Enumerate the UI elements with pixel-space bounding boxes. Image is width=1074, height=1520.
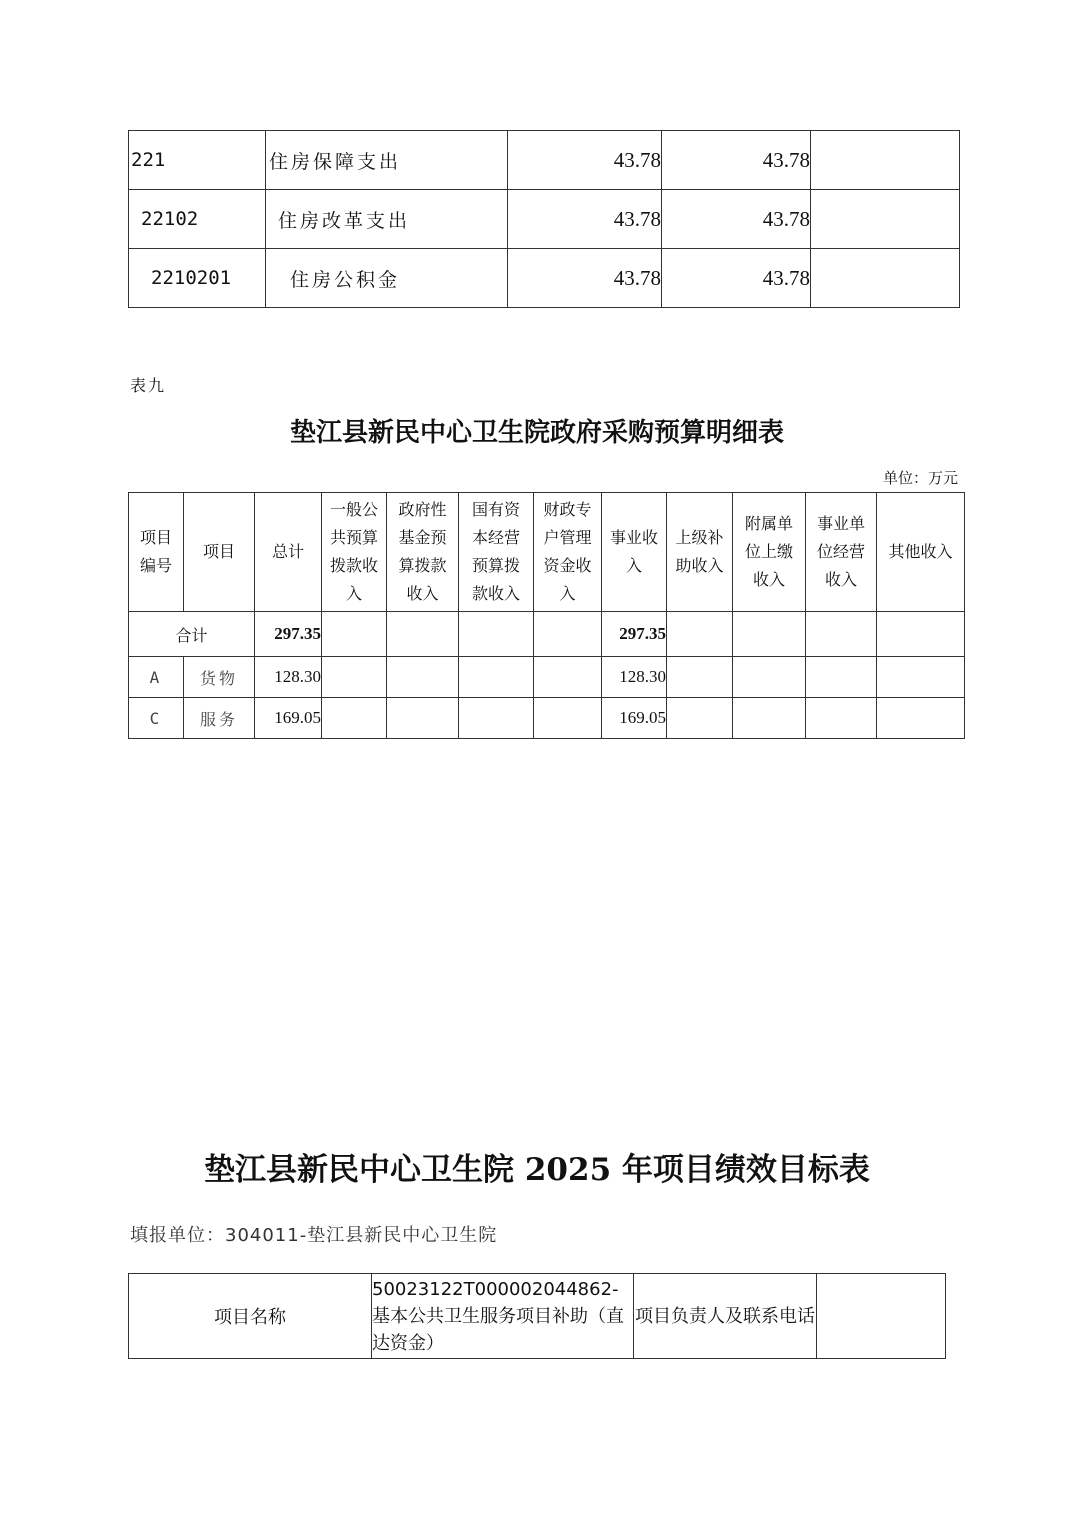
project-name-value: 50023122T000002044862-基本公共卫生服务项目补助（直达资金） bbox=[372, 1274, 634, 1359]
header-text: 事业收入 bbox=[609, 528, 658, 575]
table-row bbox=[129, 1274, 946, 1359]
code-text: 2210201 bbox=[151, 267, 232, 289]
empty-cell bbox=[459, 698, 534, 739]
header-cell bbox=[459, 493, 534, 612]
header-text: 项目编号 bbox=[139, 528, 172, 575]
table-row bbox=[129, 190, 960, 249]
empty-cell bbox=[733, 698, 806, 739]
header-text: 政府性基金预算拨款收入 bbox=[398, 500, 447, 603]
empty-cell bbox=[459, 657, 534, 698]
header-text: 国有资本经营预算拨款收入 bbox=[471, 500, 520, 603]
item-sum: 128.30 bbox=[255, 657, 322, 698]
total-label: 合计 bbox=[129, 612, 255, 657]
header-cell: 项目 bbox=[184, 493, 255, 612]
code-cell bbox=[129, 249, 266, 308]
performance-title: 垫江县新民中心卫生院 2025 年项目绩效目标表 bbox=[204, 1152, 870, 1188]
header-text: 附属单位上缴收入 bbox=[744, 514, 793, 589]
item-code: A bbox=[129, 657, 184, 698]
value-cell: 43.78 bbox=[508, 249, 662, 308]
item-business: 128.30 bbox=[602, 657, 667, 698]
code-cell bbox=[129, 190, 266, 249]
header-row bbox=[129, 493, 965, 612]
project-name-label: 项目名称 bbox=[129, 1274, 372, 1359]
header-cell bbox=[602, 493, 667, 612]
name-cell bbox=[266, 249, 508, 308]
total-cell bbox=[733, 612, 806, 657]
header-text: 上级补助收入 bbox=[675, 528, 724, 575]
empty-cell bbox=[534, 657, 602, 698]
empty-cell bbox=[877, 698, 965, 739]
empty-cell bbox=[811, 131, 960, 190]
table-row bbox=[129, 657, 965, 698]
header-cell: 其他收入 bbox=[877, 493, 965, 612]
table-label: 表九 bbox=[130, 376, 167, 395]
header-cell bbox=[322, 493, 387, 612]
empty-cell bbox=[733, 657, 806, 698]
empty-cell bbox=[387, 657, 459, 698]
procurement-title: 垫江县新民中心卫生院政府采购预算明细表 bbox=[289, 418, 784, 448]
header-cell bbox=[534, 493, 602, 612]
header-text: 一般公共预算拨款收入 bbox=[329, 500, 378, 603]
item-business: 169.05 bbox=[602, 698, 667, 739]
name-text: 住房保障支出 bbox=[269, 150, 402, 173]
empty-cell bbox=[322, 698, 387, 739]
header-cell bbox=[387, 493, 459, 612]
fill-unit: 填报单位：304011-垫江县新民中心卫生院 bbox=[130, 1225, 498, 1246]
total-sum: 297.35 bbox=[255, 612, 322, 657]
total-cell bbox=[387, 612, 459, 657]
name-cell bbox=[266, 190, 508, 249]
expense-table bbox=[128, 130, 960, 308]
empty-cell bbox=[667, 657, 733, 698]
item-sum: 169.05 bbox=[255, 698, 322, 739]
table-row bbox=[129, 698, 965, 739]
empty-cell bbox=[387, 698, 459, 739]
table-row bbox=[129, 249, 960, 308]
contact-label: 项目负责人及联系电话 bbox=[634, 1274, 817, 1359]
contact-value bbox=[817, 1274, 946, 1359]
empty-cell bbox=[667, 698, 733, 739]
empty-cell bbox=[534, 698, 602, 739]
unit-label: 单位：万元 bbox=[882, 469, 958, 487]
header-text: 事业单位经营收入 bbox=[816, 514, 865, 589]
table-row bbox=[129, 131, 960, 190]
total-cell bbox=[459, 612, 534, 657]
item-code: C bbox=[129, 698, 184, 739]
name-cell bbox=[266, 131, 508, 190]
item-name: 货物 bbox=[184, 657, 255, 698]
empty-cell bbox=[811, 249, 960, 308]
header-text: 财政专户管理资金收入 bbox=[543, 500, 592, 603]
header-cell bbox=[733, 493, 806, 612]
code-text: 221 bbox=[131, 149, 166, 171]
total-cell bbox=[667, 612, 733, 657]
total-cell bbox=[877, 612, 965, 657]
header-cell bbox=[806, 493, 877, 612]
empty-cell bbox=[806, 698, 877, 739]
empty-cell bbox=[806, 657, 877, 698]
empty-cell bbox=[877, 657, 965, 698]
value-cell: 43.78 bbox=[662, 190, 811, 249]
procurement-table bbox=[128, 492, 965, 739]
code-text: 22102 bbox=[141, 208, 199, 230]
value-cell: 43.78 bbox=[662, 249, 811, 308]
header-cell bbox=[129, 493, 184, 612]
name-text: 住房改革支出 bbox=[278, 209, 411, 232]
name-text: 住房公积金 bbox=[290, 268, 401, 291]
value-cell: 43.78 bbox=[508, 131, 662, 190]
empty-cell bbox=[322, 657, 387, 698]
total-cell bbox=[322, 612, 387, 657]
item-name: 服务 bbox=[184, 698, 255, 739]
header-cell bbox=[667, 493, 733, 612]
total-business: 297.35 bbox=[602, 612, 667, 657]
header-cell: 总计 bbox=[255, 493, 322, 612]
empty-cell bbox=[811, 190, 960, 249]
total-cell bbox=[806, 612, 877, 657]
value-cell: 43.78 bbox=[508, 190, 662, 249]
total-cell bbox=[534, 612, 602, 657]
total-row bbox=[129, 612, 965, 657]
performance-table bbox=[128, 1273, 946, 1359]
code-cell bbox=[129, 131, 266, 190]
value-cell: 43.78 bbox=[662, 131, 811, 190]
